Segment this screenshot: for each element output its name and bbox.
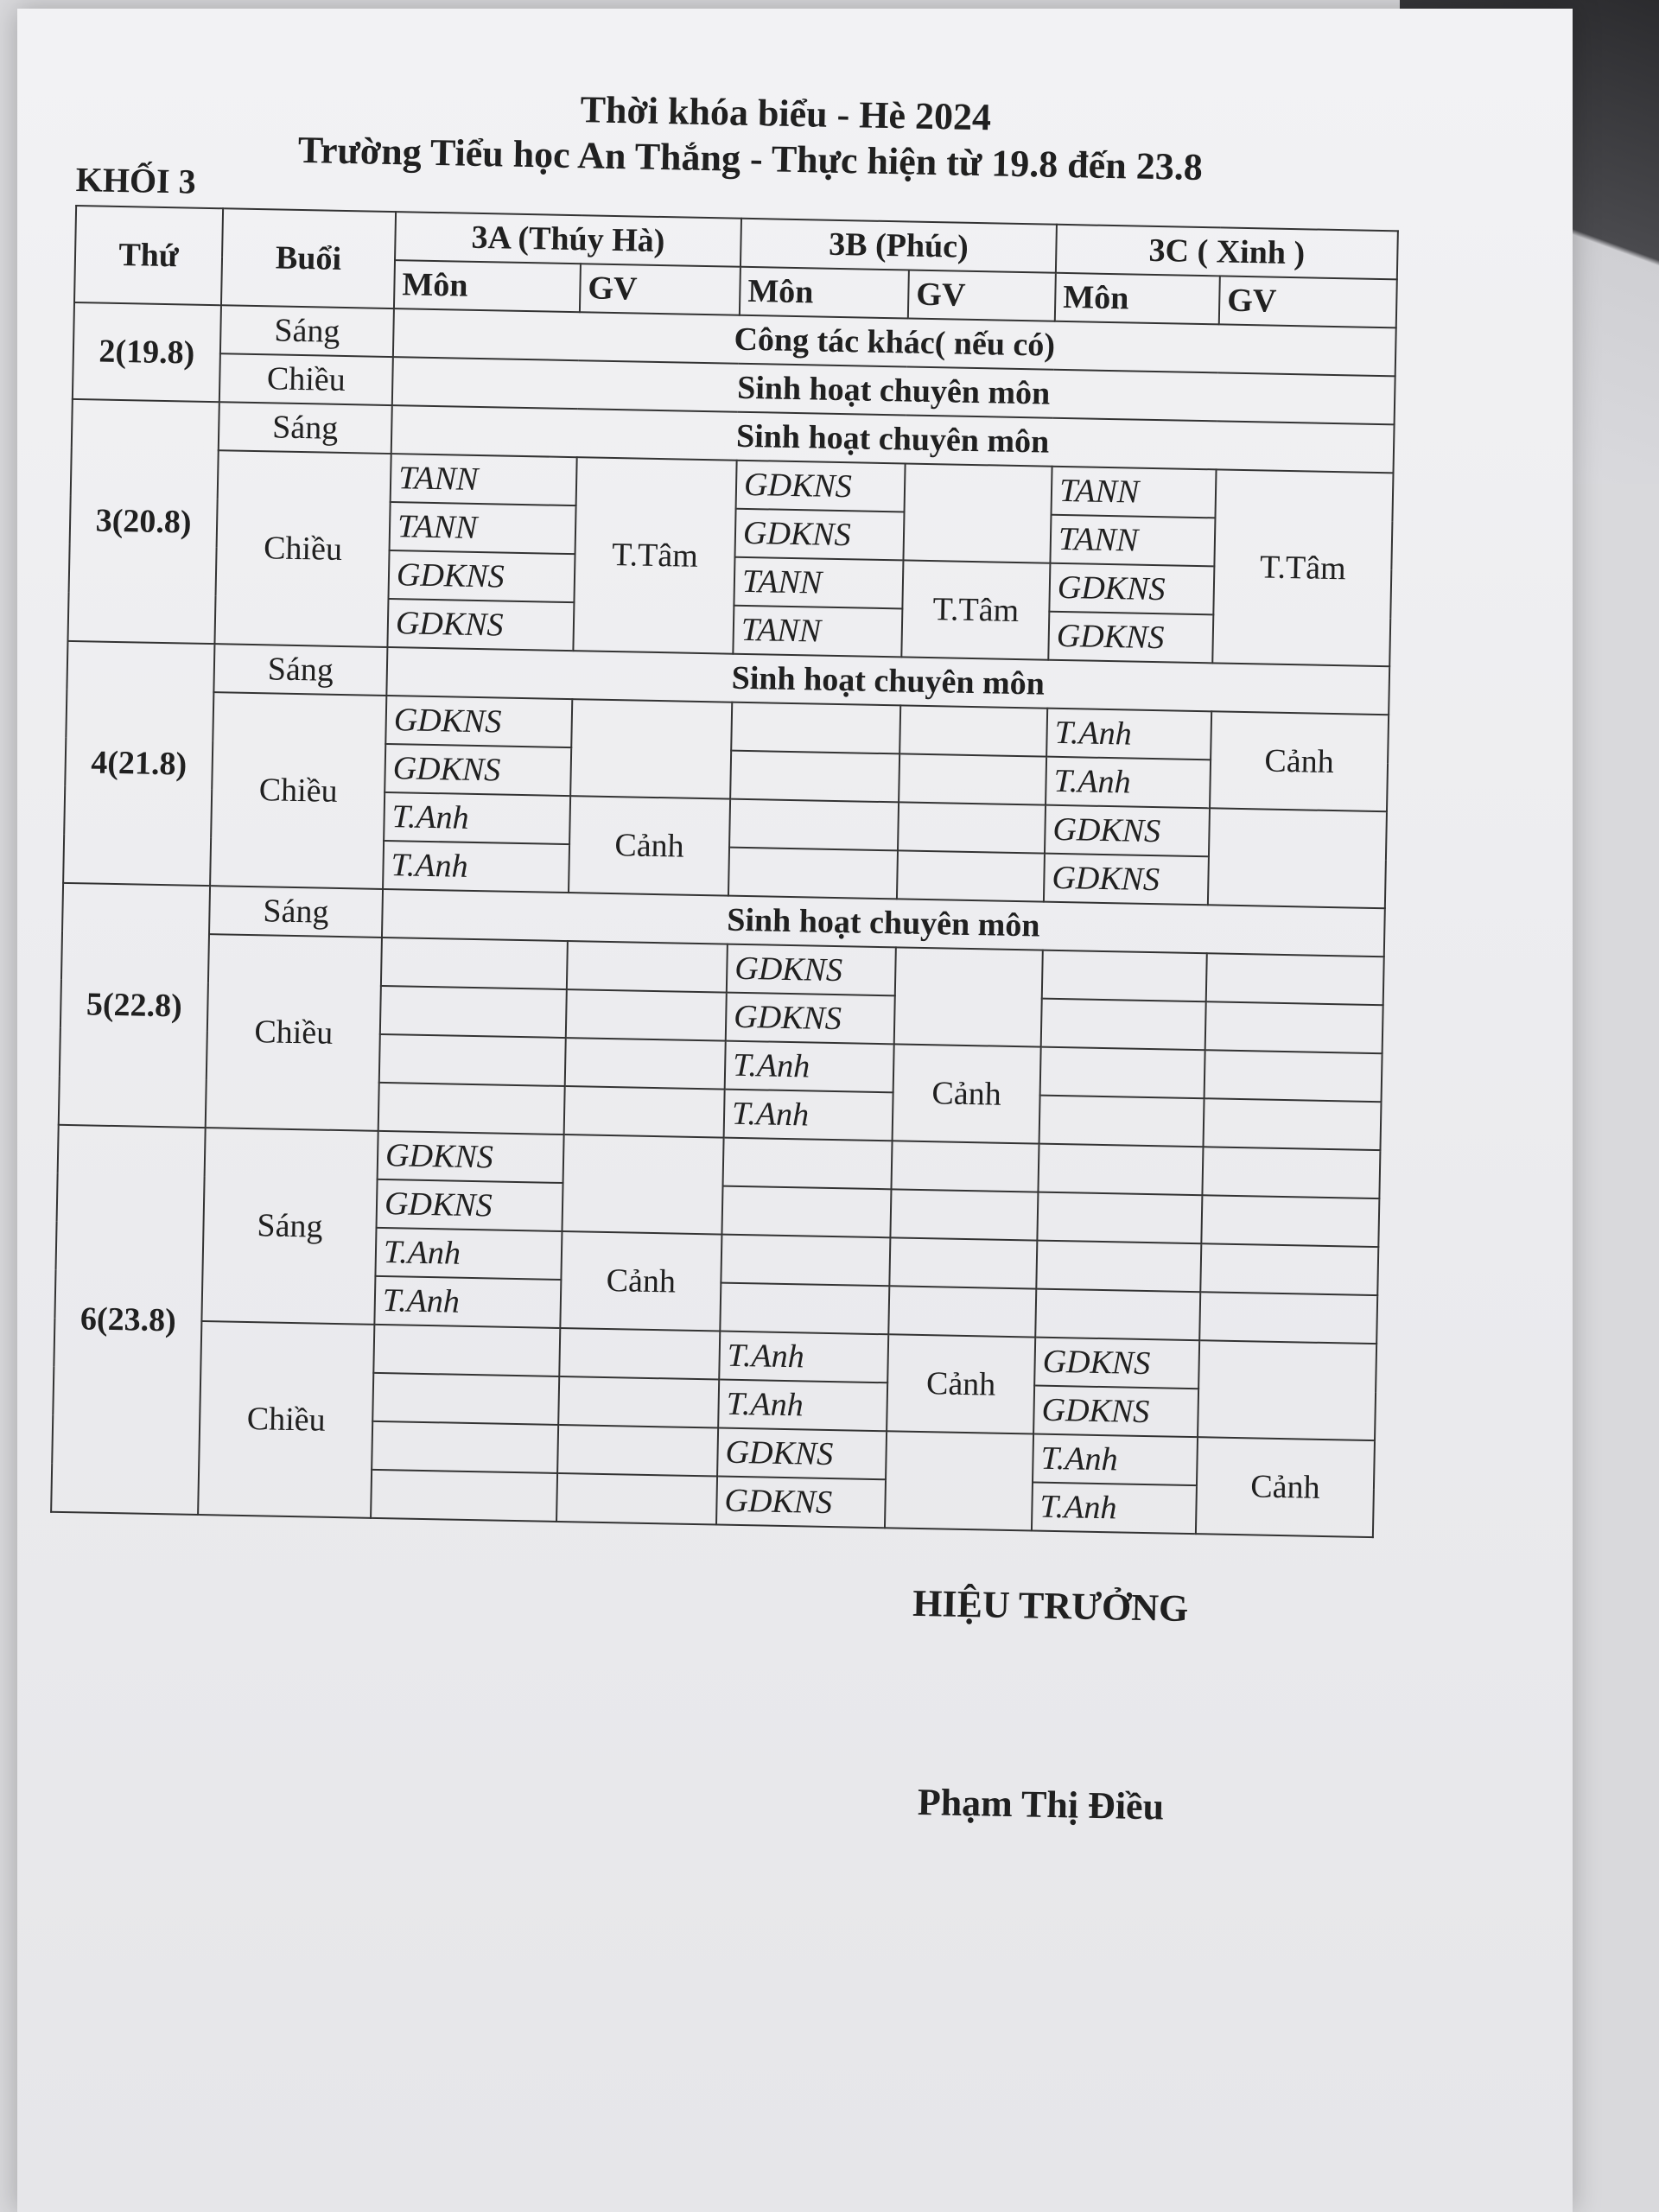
teacher-cell [556, 1473, 717, 1525]
signature-block [43, 1513, 1397, 1885]
subheader-gv: GV [580, 264, 741, 315]
day-cell: 6(23.8) [51, 1125, 206, 1515]
teacher-cell [1200, 1243, 1378, 1295]
subject-cell: GDKNS [717, 1428, 887, 1480]
teacher-cell [891, 1141, 1039, 1192]
teacher-cell [559, 1328, 720, 1380]
teacher-cell: Cảnh [893, 1044, 1041, 1143]
teacher-cell [1201, 1195, 1379, 1247]
teacher-cell [890, 1189, 1038, 1240]
subject-cell: GDKNS [1049, 563, 1214, 615]
subject-cell [728, 848, 898, 899]
teacher-cell: Cảnh [1210, 711, 1389, 811]
subheader-mon: Môn [740, 267, 909, 319]
subject-cell: T.Anh [1033, 1434, 1198, 1486]
subject-cell [720, 1283, 889, 1335]
teacher-cell [898, 802, 1046, 853]
subject-cell: TANN [1050, 515, 1215, 567]
subject-cell: TANN [390, 502, 576, 554]
subject-cell [1037, 1192, 1202, 1244]
document-subtitle: Trường Tiểu học An Thắng - Thực hiện từ 19.8 đến 23.8 [297, 128, 1204, 189]
subject-cell [371, 1470, 557, 1522]
subject-cell: GDKNS [735, 509, 905, 561]
subject-cell: GDKNS [385, 744, 571, 796]
session-cell: Chiều [206, 934, 382, 1131]
subject-cell [731, 702, 900, 754]
subject-cell [729, 799, 899, 851]
subject-cell: T.Anh [1032, 1483, 1197, 1535]
session-cell: Sáng [213, 644, 387, 696]
session-cell: Sáng [209, 886, 383, 938]
col-day-header: Thứ [74, 206, 223, 305]
teacher-cell: Cảnh [569, 796, 730, 896]
subject-cell [721, 1186, 891, 1238]
teacher-cell [564, 1086, 725, 1138]
subject-cell: T.Anh [383, 841, 569, 893]
subject-cell: TANN [734, 557, 903, 609]
subheader-mon: Môn [1055, 273, 1220, 325]
session-cell: Chiều [210, 692, 386, 889]
teacher-cell [1205, 1001, 1383, 1053]
teacher-cell [567, 941, 728, 993]
subject-cell [1035, 1289, 1200, 1341]
teacher-cell [1204, 1098, 1382, 1150]
session-cell: Sáng [219, 402, 392, 454]
subject-cell: T.Anh [719, 1332, 888, 1383]
subject-cell: GDKNS [385, 696, 572, 747]
subject-cell: GDKNS [1044, 854, 1209, 906]
merged-note-cell: Sinh hoạt chuyên môn [391, 405, 1395, 473]
teacher-cell [1206, 953, 1384, 1005]
subject-cell: GDKNS [388, 550, 575, 602]
subject-cell [378, 1083, 565, 1135]
teacher-cell: Cảnh [1196, 1437, 1375, 1537]
subheader-mon: Môn [394, 260, 581, 312]
teacher-cell [888, 1286, 1036, 1337]
teacher-cell: T.Tâm [1212, 469, 1393, 666]
day-cell: 2(19.8) [73, 302, 221, 402]
subject-cell: GDKNS [1045, 805, 1210, 857]
teacher-cell [557, 1425, 718, 1477]
subject-cell [1040, 1047, 1205, 1099]
subheader-gv: GV [908, 270, 1056, 321]
timetable [50, 205, 1399, 1538]
subheader-gv: GV [1219, 276, 1397, 327]
teacher-cell [558, 1376, 719, 1428]
merged-note-cell: Sinh hoạt chuyên môn [386, 647, 1389, 715]
subject-cell: GDKNS [387, 599, 574, 651]
subject-cell: T.Anh [374, 1276, 561, 1328]
teacher-cell [899, 705, 1047, 756]
subject-cell [372, 1421, 558, 1473]
teacher-cell [570, 699, 732, 799]
session-cell: Sáng [201, 1128, 378, 1325]
teacher-cell: T.Tâm [573, 457, 736, 654]
subject-cell: T.Anh [375, 1228, 562, 1280]
session-cell: Chiều [198, 1321, 374, 1518]
subject-cell [1042, 950, 1207, 1002]
merged-note-cell: Sinh hoạt chuyên môn [382, 889, 1385, 957]
subject-cell [373, 1325, 560, 1376]
teacher-cell: Cảnh [887, 1334, 1035, 1433]
subject-cell: T.Anh [384, 792, 570, 844]
teacher-cell [894, 947, 1043, 1046]
signer-name: Phạm Thị Điều [917, 1781, 1165, 1828]
subject-cell: GDKNS [378, 1131, 564, 1183]
subject-cell: TANN [733, 606, 902, 658]
teacher-cell [889, 1237, 1037, 1288]
teacher-cell [899, 753, 1046, 804]
col-session-header: Buổi [221, 208, 396, 308]
subject-cell [372, 1373, 559, 1425]
subject-cell: T.Anh [718, 1380, 887, 1432]
subject-cell: GDKNS [736, 461, 906, 512]
session-cell: Chiều [219, 353, 393, 405]
class-3c-header: 3C ( Xinh ) [1056, 225, 1398, 280]
subject-cell: T.Anh [725, 1041, 894, 1093]
subject-cell: TANN [1052, 467, 1217, 518]
subject-cell: GDKNS [1048, 612, 1213, 664]
subject-cell [381, 938, 568, 989]
subject-cell: T.Anh [1046, 709, 1211, 760]
timetable-document [43, 78, 1425, 1885]
subject-cell [1039, 1096, 1205, 1147]
document-title: Thời khóa biểu - Hè 2024 [580, 88, 992, 139]
teacher-cell [1199, 1292, 1377, 1344]
subject-cell [730, 751, 899, 803]
session-cell: Chiều [214, 450, 391, 647]
subject-cell [1038, 1144, 1203, 1196]
subject-cell: TANN [391, 454, 577, 505]
merged-note-cell: Công tác khác( nếu có) [393, 308, 1396, 376]
subject-cell [1041, 999, 1206, 1051]
subject-cell [379, 1034, 566, 1086]
class-3a-header: 3A (Thúy Hà) [395, 212, 741, 267]
teacher-cell [1202, 1147, 1380, 1198]
paper-sheet [17, 9, 1573, 2212]
teacher-cell [897, 850, 1045, 901]
day-cell: 3(20.8) [67, 399, 219, 644]
subject-cell: T.Anh [724, 1090, 893, 1141]
subject-cell: GDKNS [377, 1179, 563, 1231]
teacher-cell [885, 1431, 1033, 1530]
grade-label: KHỐI 3 [75, 159, 197, 201]
class-3b-header: 3B (Phúc) [741, 219, 1057, 273]
teacher-cell [565, 1038, 726, 1090]
teacher-cell [566, 989, 727, 1041]
subject-cell [380, 986, 567, 1038]
subject-cell: GDKNS [727, 944, 896, 996]
subject-cell: GDKNS [1033, 1386, 1198, 1438]
teacher-cell [1205, 1050, 1382, 1102]
subject-cell: GDKNS [1034, 1338, 1199, 1389]
teacher-cell [1198, 1340, 1376, 1440]
subject-cell [723, 1138, 893, 1190]
subject-cell [1036, 1241, 1201, 1293]
subject-cell: GDKNS [726, 993, 895, 1045]
teacher-cell: T.Tâm [901, 560, 1050, 659]
teacher-cell [1208, 808, 1387, 908]
subject-cell: T.Anh [1046, 757, 1211, 809]
teacher-cell [562, 1135, 723, 1235]
day-cell: 4(21.8) [63, 641, 214, 886]
subject-cell [721, 1235, 890, 1287]
day-cell: 5(22.8) [59, 883, 210, 1128]
merged-note-cell: Sinh hoạt chuyên môn [392, 357, 1395, 424]
teacher-cell: Cảnh [560, 1231, 721, 1332]
principal-title: HIỆU TRƯỞNG [912, 1581, 1189, 1630]
teacher-cell [903, 463, 1052, 563]
subject-cell: GDKNS [716, 1477, 886, 1529]
session-cell: Sáng [220, 305, 394, 357]
